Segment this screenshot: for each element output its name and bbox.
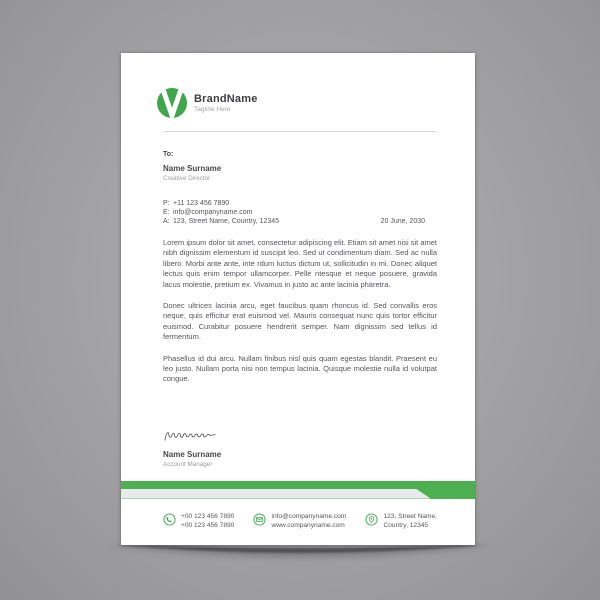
brand-header [157, 88, 437, 118]
footer-address-lines [383, 512, 437, 530]
phone-icon [163, 513, 176, 526]
signer-name: Name Surname [163, 449, 222, 459]
body-paragraph: Donec ultrices lacinia arcu, eget faucibus quam rhoncus id. Sed convallis eros neque, quis efficitur erat euismod vel. Mauris consequat nunc quis tortor efficitur euismod. Curabitur posuere hendrerit semper. Nam dignissim sed tellus id fermentum. [163, 301, 437, 342]
body-paragraph: Lorem ipsum dolor sit amet, consectetur adipiscing elit. Etiam sit amet nisi sit amet nibh dignissim elementum id suscipit leo. Sed ut condimentum diam. Sed ac nulla libero. Morbi ante ante, inte rdum luctus dictum ut, sollicitudin in mi. Donec aliquet lectus quis enim tempor ullamcorper. Pelle ntesque et neque posuere, gravida lacus molestie, pretium ex. Vivamus in justo ac ante lacinia pharetra. [163, 238, 437, 289]
footer-address-2: Country, 12345 [383, 521, 429, 529]
letter-date: 20 June, 2030 [380, 218, 425, 225]
footer-email-column [253, 512, 346, 530]
footer-address-column [365, 512, 437, 530]
footer-phone-1: +00 123 456 7890 [181, 512, 235, 520]
footer-contact-columns [121, 499, 475, 545]
header-divider [163, 131, 437, 132]
email-icon [253, 513, 266, 526]
footer [121, 481, 475, 545]
address-value: 123, Street Name, Country, 12345 [173, 218, 280, 225]
footer-phone-2: +00 123 456 7890 [181, 521, 235, 529]
address-line [163, 217, 279, 226]
footer-address-1: 123, Street Name, [383, 512, 437, 520]
contact-date-row [163, 199, 437, 226]
brand-name: BrandName [194, 93, 258, 105]
letter-body [163, 238, 437, 385]
recipient-title: Creative Director [163, 175, 211, 182]
recipient-block [163, 150, 437, 183]
brand-tagline: Tagline Here [194, 106, 231, 113]
signature-scribble [163, 427, 221, 444]
email-label: E: [163, 209, 170, 216]
phone-label: P: [163, 200, 170, 207]
phone-line [163, 199, 279, 208]
footer-email-lines [271, 512, 346, 530]
recipient-name: Name Surname [163, 164, 222, 173]
footer-phone-column [163, 512, 234, 530]
email-value: info@companyname.com [173, 209, 253, 216]
signature-block [163, 427, 437, 469]
brand-logo-icon [157, 88, 187, 118]
footer-ribbon [121, 481, 475, 499]
footer-phone-lines [181, 512, 234, 530]
address-label: A: [163, 218, 170, 225]
footer-ribbon-gray-stripe [121, 489, 431, 499]
page-curl-shadow [100, 541, 500, 583]
email-line [163, 208, 279, 217]
signer-title: Account Manager [163, 460, 213, 468]
footer-email: info@companyname.com [271, 512, 347, 520]
phone-value: +11 123 456 7890 [173, 200, 230, 207]
location-icon [365, 513, 378, 526]
footer-website: www.companyname.com [271, 521, 345, 529]
sender-contact-block [163, 199, 279, 226]
body-paragraph: Phasellus id dui arcu. Nullam finibus nisl quis quam egestas blandit. Praesent eu leo justo. Nullam porta nisi non tempus lacinia. Quisque molestie nulla id volutpat congue. [163, 353, 437, 384]
to-label: To: [163, 151, 174, 158]
letterhead-page [121, 53, 475, 545]
brand-text-block [194, 93, 258, 113]
